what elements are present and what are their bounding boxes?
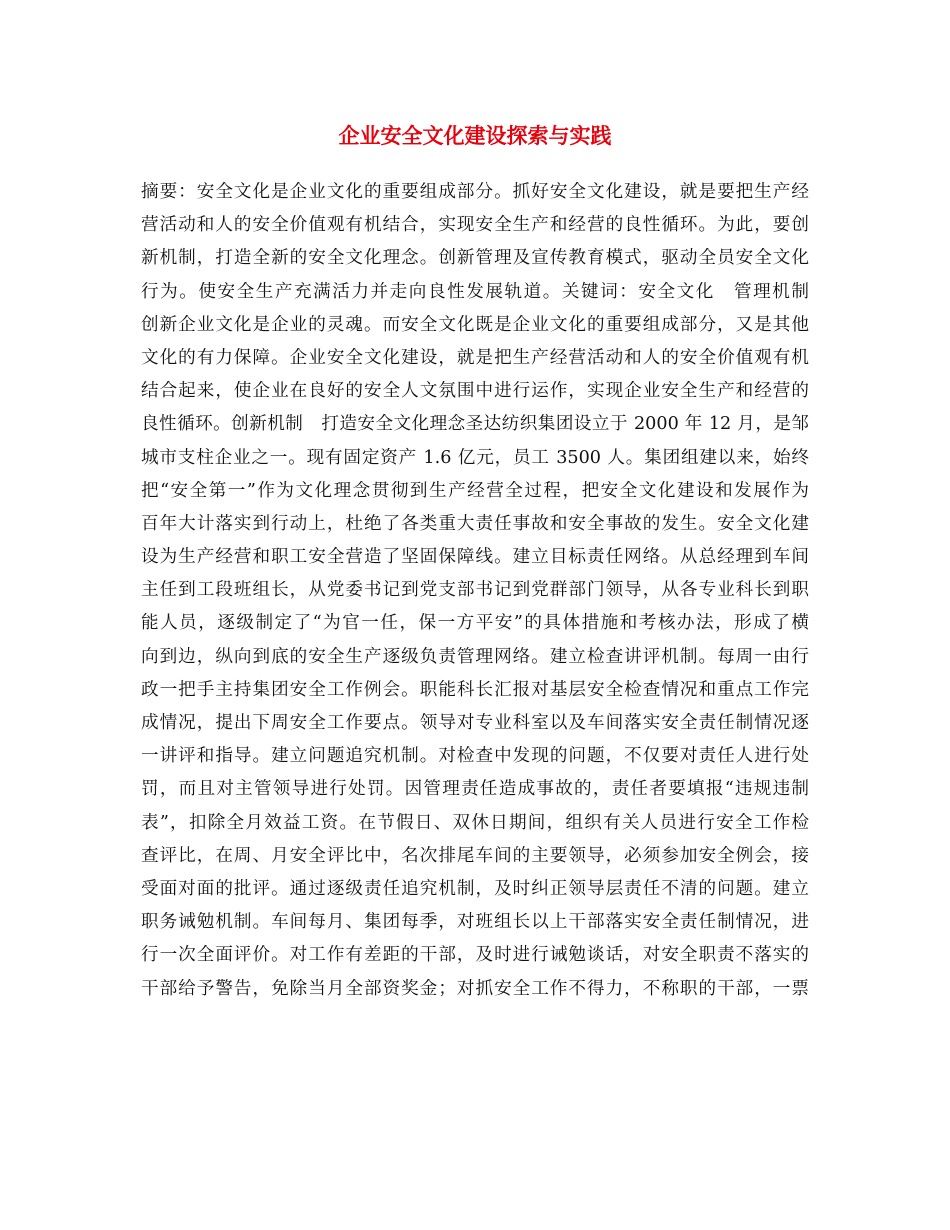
body-line: 一讲评和指导。建立问题追究机制。对检查中发现的问题，不仅要对责任人进行处 [141, 746, 809, 767]
body-line: 设为生产经营和职工安全营造了坚固保障线。建立目标责任网络。从总经理到车间 [141, 547, 809, 568]
body-line: 创新企业文化是企业的灵魂。而安全文化既是企业文化的重要组成部分，又是其他 [141, 314, 809, 335]
body-line: 干部给予警告，免除当月全部资奖金；对抓安全工作不得力，不称职的干部，一票 [141, 978, 809, 999]
body-line: 行为。使安全生产充满活力并走向良性发展轨道。关键词：安全文化 管理机制 [141, 281, 809, 302]
body-line: 向到边，纵向到底的安全生产逐级负责管理网络。建立检查讲评机制。每周一由行 [141, 646, 809, 667]
document-body [141, 176, 809, 1006]
body-line: 查评比，在周、月安全评比中，名次排尾车间的主要领导，必须参加安全例会，接 [141, 845, 809, 866]
body-line: 把“安全第一”作为文化理念贯彻到生产经营全过程，把安全文化建设和发展作为 [141, 480, 809, 501]
body-line: 主任到工段班组长，从党委书记到党支部书记到党群部门领导，从各专业科长到职 [141, 580, 809, 601]
body-line: 能人员，逐级制定了“为官一任，保一方平安”的具体措施和考核办法，形成了横 [141, 613, 809, 634]
body-line: 百年大计落实到行动上，杜绝了各类重大责任事故和安全事故的发生。安全文化建 [141, 513, 809, 534]
body-line: 城市支柱企业之一。现有固定资产 1.6 亿元，员工 3500 人。集团组建以来，始终 [141, 447, 809, 468]
body-line: 良性循环。创新机制 打造安全文化理念圣达纺织集团设立于 2000 年 12 月，是邹 [141, 414, 809, 435]
body-line: 文化的有力保障。企业安全文化建设，就是把生产经营活动和人的安全价值观有机 [141, 347, 809, 368]
body-line: 职务诫勉机制。车间每月、集团每季，对班组长以上干部落实安全责任制情况，进 [141, 912, 809, 933]
document-title: 企业安全文化建设探索与实践 [338, 123, 612, 148]
body-line: 受面对面的批评。通过逐级责任追究机制，及时纠正领导层责任不清的问题。建立 [141, 878, 809, 899]
body-line: 新机制，打造全新的安全文化理念。创新管理及宣传教育模式，驱动全员安全文化 [141, 248, 809, 269]
body-line: 表”，扣除全月效益工资。在节假日、双休日期间，组织有关人员进行安全工作检 [141, 812, 809, 833]
body-line: 罚，而且对主管领导进行处罚。因管理责任造成事故的，责任者要填报“违规违制 [141, 779, 809, 800]
body-line: 政一把手主持集团安全工作例会。职能科长汇报对基层安全检查情况和重点工作完 [141, 679, 809, 700]
body-line: 行一次全面评价。对工作有差距的干部，及时进行诫勉谈话，对安全职责不落实的 [141, 945, 809, 966]
body-line: 摘要：安全文化是企业文化的重要组成部分。抓好安全文化建设，就是要把生产经 [141, 182, 809, 202]
body-line: 营活动和人的安全价值观有机结合，实现安全生产和经营的良性循环。为此，要创 [141, 215, 809, 236]
body-line: 结合起来，使企业在良好的安全人文氛围中进行运作，实现企业安全生产和经营的 [141, 381, 809, 402]
body-line: 成情况，提出下周安全工作要点。领导对专业科室以及车间落实安全责任制情况逐 [141, 713, 809, 733]
